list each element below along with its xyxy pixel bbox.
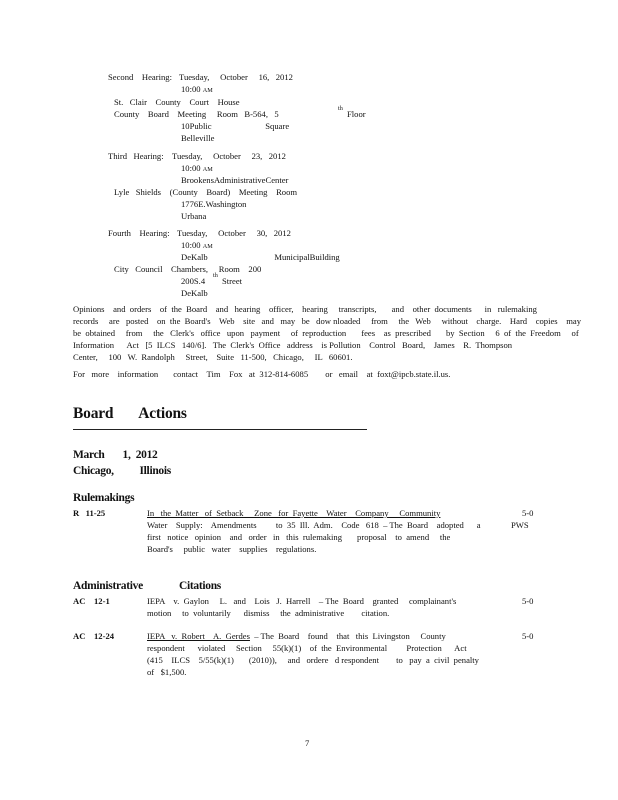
rulemaking-summary-line: first notice opinion and order in this rulemaking proposal to amend the [147, 532, 451, 542]
opinions-paragraph-line: records are posted on the Board's Web site and may be dow nloaded from the Web without charge. Hard copies may [73, 316, 582, 326]
fourth-hearing-time: 10:00 AM [181, 240, 213, 250]
opinions-paragraph-line: be obtained from the Clerk's office upon payment of reproduction fees as prescribed by Section 6 of the Freedom of [73, 328, 579, 338]
third-hearing-label: Third Hearing: [108, 151, 164, 161]
rulemaking-summary-line: Board's public water supplies regulations. [147, 544, 317, 554]
meeting-location: Chicago, Illinois [73, 465, 171, 477]
board-actions-title: Board Actions [73, 405, 187, 422]
rulemaking-summary-line: Water Supply: Amendments to 35 Ill. Adm. Code 618 – The Board adopted a [147, 520, 481, 530]
second-hearing-label: Second Hearing: [108, 72, 172, 82]
fourth-hearing-label: Fourth Hearing: [108, 228, 170, 238]
citation-case-title: IEPA v. Robert A. Gerdes [147, 631, 250, 641]
second-hearing-floor-sup: th [338, 105, 343, 112]
third-hearing-city: Urbana [181, 211, 207, 221]
citations-heading: Administrative Citations [73, 580, 221, 592]
second-hearing-time: 10:00 AM [181, 84, 213, 94]
citation-summary-line: motion to voluntarily dismiss the administrative citation. [147, 608, 390, 618]
opinions-paragraph-line: Opinions and orders of the Board and hearing officer, hearing transcripts, and other documents in rulemaking [73, 304, 537, 314]
opinions-paragraph-line: Information Act [5 ILCS 140/6]. The Clerk's Office address is Pollution Control Board, James R. Thompson [73, 340, 513, 350]
third-hearing-time: 10:00 AM [181, 163, 213, 173]
rulemaking-case-number: R 11-25 [73, 508, 106, 518]
fourth-hearing-street: Street [222, 276, 243, 286]
third-hearing-address: 1776E.Washington [181, 199, 247, 209]
fourth-hearing-venue-line1: DeKalb MunicipalBuilding [181, 252, 340, 262]
citation-summary-line: respondent violated Section 55(k)(1) of the Environmental Protection Act [147, 643, 467, 653]
citation-case-number: AC 12-1 [73, 596, 110, 606]
citation-summary-line: IEPA v. Gaylon L. and Lois J. Harrell – The Board granted complainant's [147, 596, 457, 606]
contact-line: For more information contact Tim Fox at 312-814-6085 or email at foxt@ipcb.state.il.us. [73, 369, 451, 379]
second-hearing-floor: Floor [347, 109, 366, 119]
third-hearing-date: Tuesday, October 23, 2012 [172, 151, 286, 161]
citation-summary-line: (415 ILCS 5/55(k)(1) (2010)), and ordere d respondent to pay a civil penalty [147, 655, 479, 665]
third-hearing-venue-line2: Lyle Shields (County Board) Meeting Room [114, 187, 298, 197]
fourth-hearing-date: Tuesday, October 30, 2012 [177, 228, 291, 238]
section-divider [73, 429, 367, 430]
second-hearing-address: 10Public Square [181, 121, 290, 131]
second-hearing-city: Belleville [181, 133, 215, 143]
meeting-date: March 1, 2012 [73, 449, 158, 461]
third-hearing-venue-line1: BrookensAdministrativeCenter [181, 175, 289, 185]
second-hearing-venue-line1: St. Clair County Court House [114, 97, 240, 107]
citation-vote: 5-0 [522, 596, 534, 606]
fourth-hearing-address: 200S.4 [181, 276, 206, 286]
citation-case-number: AC 12-24 [73, 631, 115, 641]
rulemaking-pws-label: PWS [511, 520, 529, 530]
fourth-hearing-street-sup: th [213, 272, 218, 279]
citation-summary-line: of $1,500. [147, 667, 187, 677]
second-hearing-venue-line2: County Board Meeting Room B-564, 5 [114, 109, 279, 119]
second-hearing-date: Tuesday, October 16, 2012 [179, 72, 293, 82]
page-number: 7 [305, 738, 310, 748]
rulemaking-title: In the Matter of Setback Zone for Fayette Water Company Community [147, 508, 441, 518]
fourth-hearing-city: DeKalb [181, 288, 208, 298]
fourth-hearing-venue-line2: City Council Chambers, Room 200 [114, 264, 262, 274]
rulemakings-heading: Rulemakings [73, 492, 135, 504]
citation-vote: 5-0 [522, 631, 534, 641]
rulemaking-vote: 5-0 [522, 508, 534, 518]
citation-summary-line: IEPA v. Robert A. Gerdes – The Board found that this Livingston County [147, 631, 446, 641]
opinions-paragraph-line: Center, 100 W. Randolph Street, Suite 11-500, Chicago, IL 60601. [73, 352, 353, 362]
